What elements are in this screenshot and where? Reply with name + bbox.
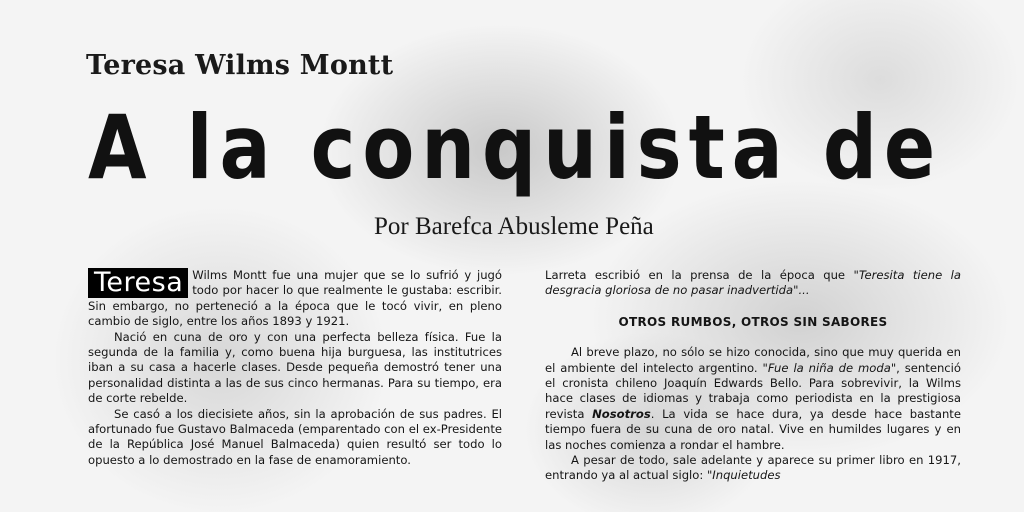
article-kicker: Teresa Wilms Montt bbox=[86, 50, 394, 81]
right-paragraph-2 bbox=[545, 345, 961, 453]
paragraph-2: Nació en cuna de oro y con una perfecta belleza física. Fue la segunda de la familia y, como buena hija burguesa, las institutrices iban a su casa a hacerle clases. Desde pequeña demostró tener una personalidad distinta a las de sus cinco hermanas. Para su tiempo, era de corte rebelde. bbox=[88, 329, 502, 406]
right-p3-quote: "Inquietudes bbox=[706, 468, 781, 483]
section-subhead: OTROS RUMBOS, OTROS SIN SABORES bbox=[618, 314, 888, 329]
right-p2-quote: "Fue la niña de moda" bbox=[762, 360, 897, 375]
right-p2-text-b: , sentenció el cronista chileno Joaquín Edwards Bello. Para sobrevivir, la Wilms hace clases de idiomas y trabaja como periodista en la prestigiosa revista bbox=[545, 360, 961, 421]
article-byline: Por Barefca Abusleme Peña bbox=[374, 213, 654, 240]
right-paragraph-1 bbox=[545, 268, 961, 299]
paragraph-3: Se casó a los diecisiete años, sin la aprobación de sus padres. El afortunado fue Gustavo Balmaceda (emparentado con el ex-Presidente de la República José Manuel Balmaceda) quien resultó ser todo lo opuesto a lo demostrado en la fase de enamoramiento. bbox=[88, 406, 502, 467]
paragraph-1-text: Wilms Montt fue una mujer que se lo sufrió y jugó todo por hacer lo que realmente le gustaba: escribir. Sin embargo, no perteneció a la época que le tocó vivir, en pleno cambio de siglo, entre los años 1893 y 1921. bbox=[88, 268, 502, 329]
right-p2-text-a: Al breve plazo, no sólo se hizo conocida, sino que muy querida en el ambiente del intelecto argentino. bbox=[545, 345, 961, 375]
left-column bbox=[88, 268, 502, 468]
right-p3-text: A pesar de todo, sale adelante y aparece su primer libro en 1917, entrando ya al actual siglo: bbox=[545, 453, 961, 483]
drop-word: Teresa bbox=[88, 268, 188, 298]
right-p2-text-c: . La vida se hace dura, ya desde hace bastante tiempo fuera de su cuna de oro natal. Vive en humildes lugares y en las noches comienza a rondar el hambre. bbox=[545, 406, 961, 452]
paragraph-1 bbox=[88, 268, 502, 330]
right-column bbox=[545, 268, 961, 484]
right-p1-intro: Larreta escribió en la prensa de la época que bbox=[545, 268, 854, 282]
article-headline: A la conquista de bbox=[88, 96, 943, 199]
magazine-name: Nosotros bbox=[592, 406, 651, 421]
right-paragraph-3 bbox=[545, 453, 961, 484]
right-p1-quote: "Teresita tiene la desgracia gloriosa de no pasar inadvertida"... bbox=[545, 268, 961, 298]
